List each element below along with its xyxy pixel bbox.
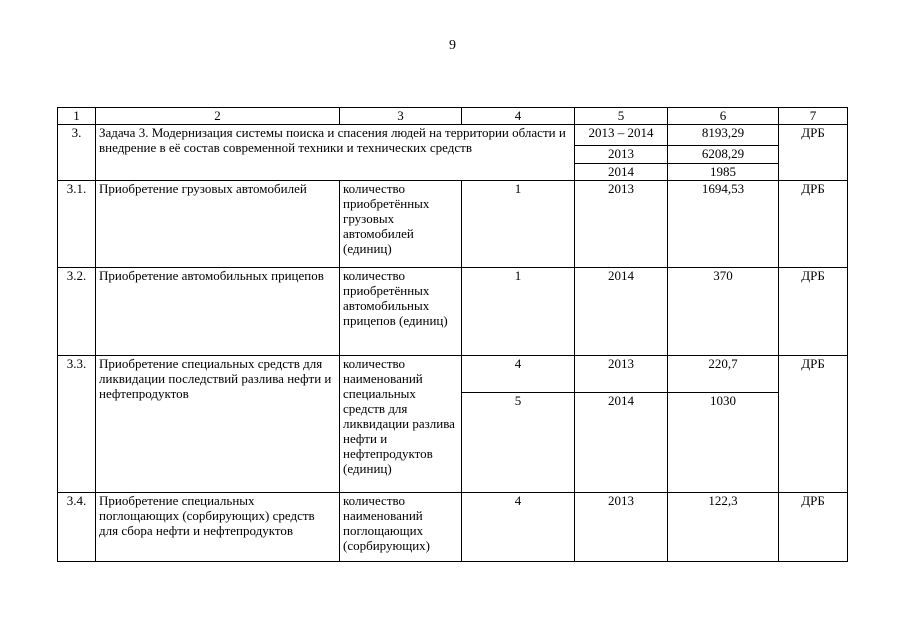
row-name: Приобретение специальных средств для ликвидации последствий разлива нефти и нефтепродуктов xyxy=(96,356,340,493)
task-title: Задача 3. Модернизация системы поиска и спасения людей на территории области и внедрение в её состав современной техники и технических средств xyxy=(96,125,575,181)
task-number: 3. xyxy=(58,125,96,181)
row-amount: 122,3 xyxy=(668,493,779,562)
page-number: 9 xyxy=(449,38,456,53)
row-amount: 1694,53 xyxy=(668,181,779,268)
header-cell: 4 xyxy=(462,108,575,125)
header-row xyxy=(58,108,848,125)
row-source: ДРБ xyxy=(779,268,848,356)
header-cell: 7 xyxy=(779,108,848,125)
row-year: 2013 xyxy=(575,356,668,393)
row-name: Приобретение грузовых автомобилей xyxy=(96,181,340,268)
row-indicator: количество приобретённых грузовых автомобилей (единиц) xyxy=(340,181,462,268)
row-value: 4 xyxy=(462,356,575,393)
row-value: 4 xyxy=(462,493,575,562)
task-source: ДРБ xyxy=(779,125,848,181)
header-cell: 5 xyxy=(575,108,668,125)
row-indicator: количество наименований специальных средств для ликвидации разлива нефти и нефтепродуктов (единиц) xyxy=(340,356,462,493)
task-amount: 6208,29 xyxy=(668,146,779,164)
row-amount: 1030 xyxy=(668,393,779,493)
table-row xyxy=(58,356,848,393)
task-year-range: 2013 – 2014 xyxy=(575,125,668,146)
header-cell: 3 xyxy=(340,108,462,125)
task-row xyxy=(58,125,848,146)
row-amount: 370 xyxy=(668,268,779,356)
task-amount-total: 8193,29 xyxy=(668,125,779,146)
row-number: 3.3. xyxy=(58,356,96,493)
header-cell: 2 xyxy=(96,108,340,125)
row-year: 2013 xyxy=(575,493,668,562)
task-year: 2013 xyxy=(575,146,668,164)
row-year: 2014 xyxy=(575,393,668,493)
task-year: 2014 xyxy=(575,164,668,181)
header-cell: 1 xyxy=(58,108,96,125)
header-cell: 6 xyxy=(668,108,779,125)
row-value: 1 xyxy=(462,181,575,268)
row-value: 1 xyxy=(462,268,575,356)
row-source: ДРБ xyxy=(779,181,848,268)
row-year: 2013 xyxy=(575,181,668,268)
row-number: 3.4. xyxy=(58,493,96,562)
task-amount: 1985 xyxy=(668,164,779,181)
row-source: ДРБ xyxy=(779,493,848,562)
row-name: Приобретение специальных поглощающих (сорбирующих) средств для сбора нефти и нефтепродуктов xyxy=(96,493,340,562)
row-indicator: количество наименований поглощающих (сорбирующих) xyxy=(340,493,462,562)
row-source: ДРБ xyxy=(779,356,848,493)
table-row xyxy=(58,493,848,562)
row-indicator: количество приобретённых автомобильных прицепов (единиц) xyxy=(340,268,462,356)
program-table xyxy=(57,107,848,562)
table-row xyxy=(58,181,848,268)
row-name: Приобретение автомобильных прицепов xyxy=(96,268,340,356)
row-value: 5 xyxy=(462,393,575,493)
row-number: 3.1. xyxy=(58,181,96,268)
row-number: 3.2. xyxy=(58,268,96,356)
table-row xyxy=(58,268,848,356)
row-year: 2014 xyxy=(575,268,668,356)
row-amount: 220,7 xyxy=(668,356,779,393)
